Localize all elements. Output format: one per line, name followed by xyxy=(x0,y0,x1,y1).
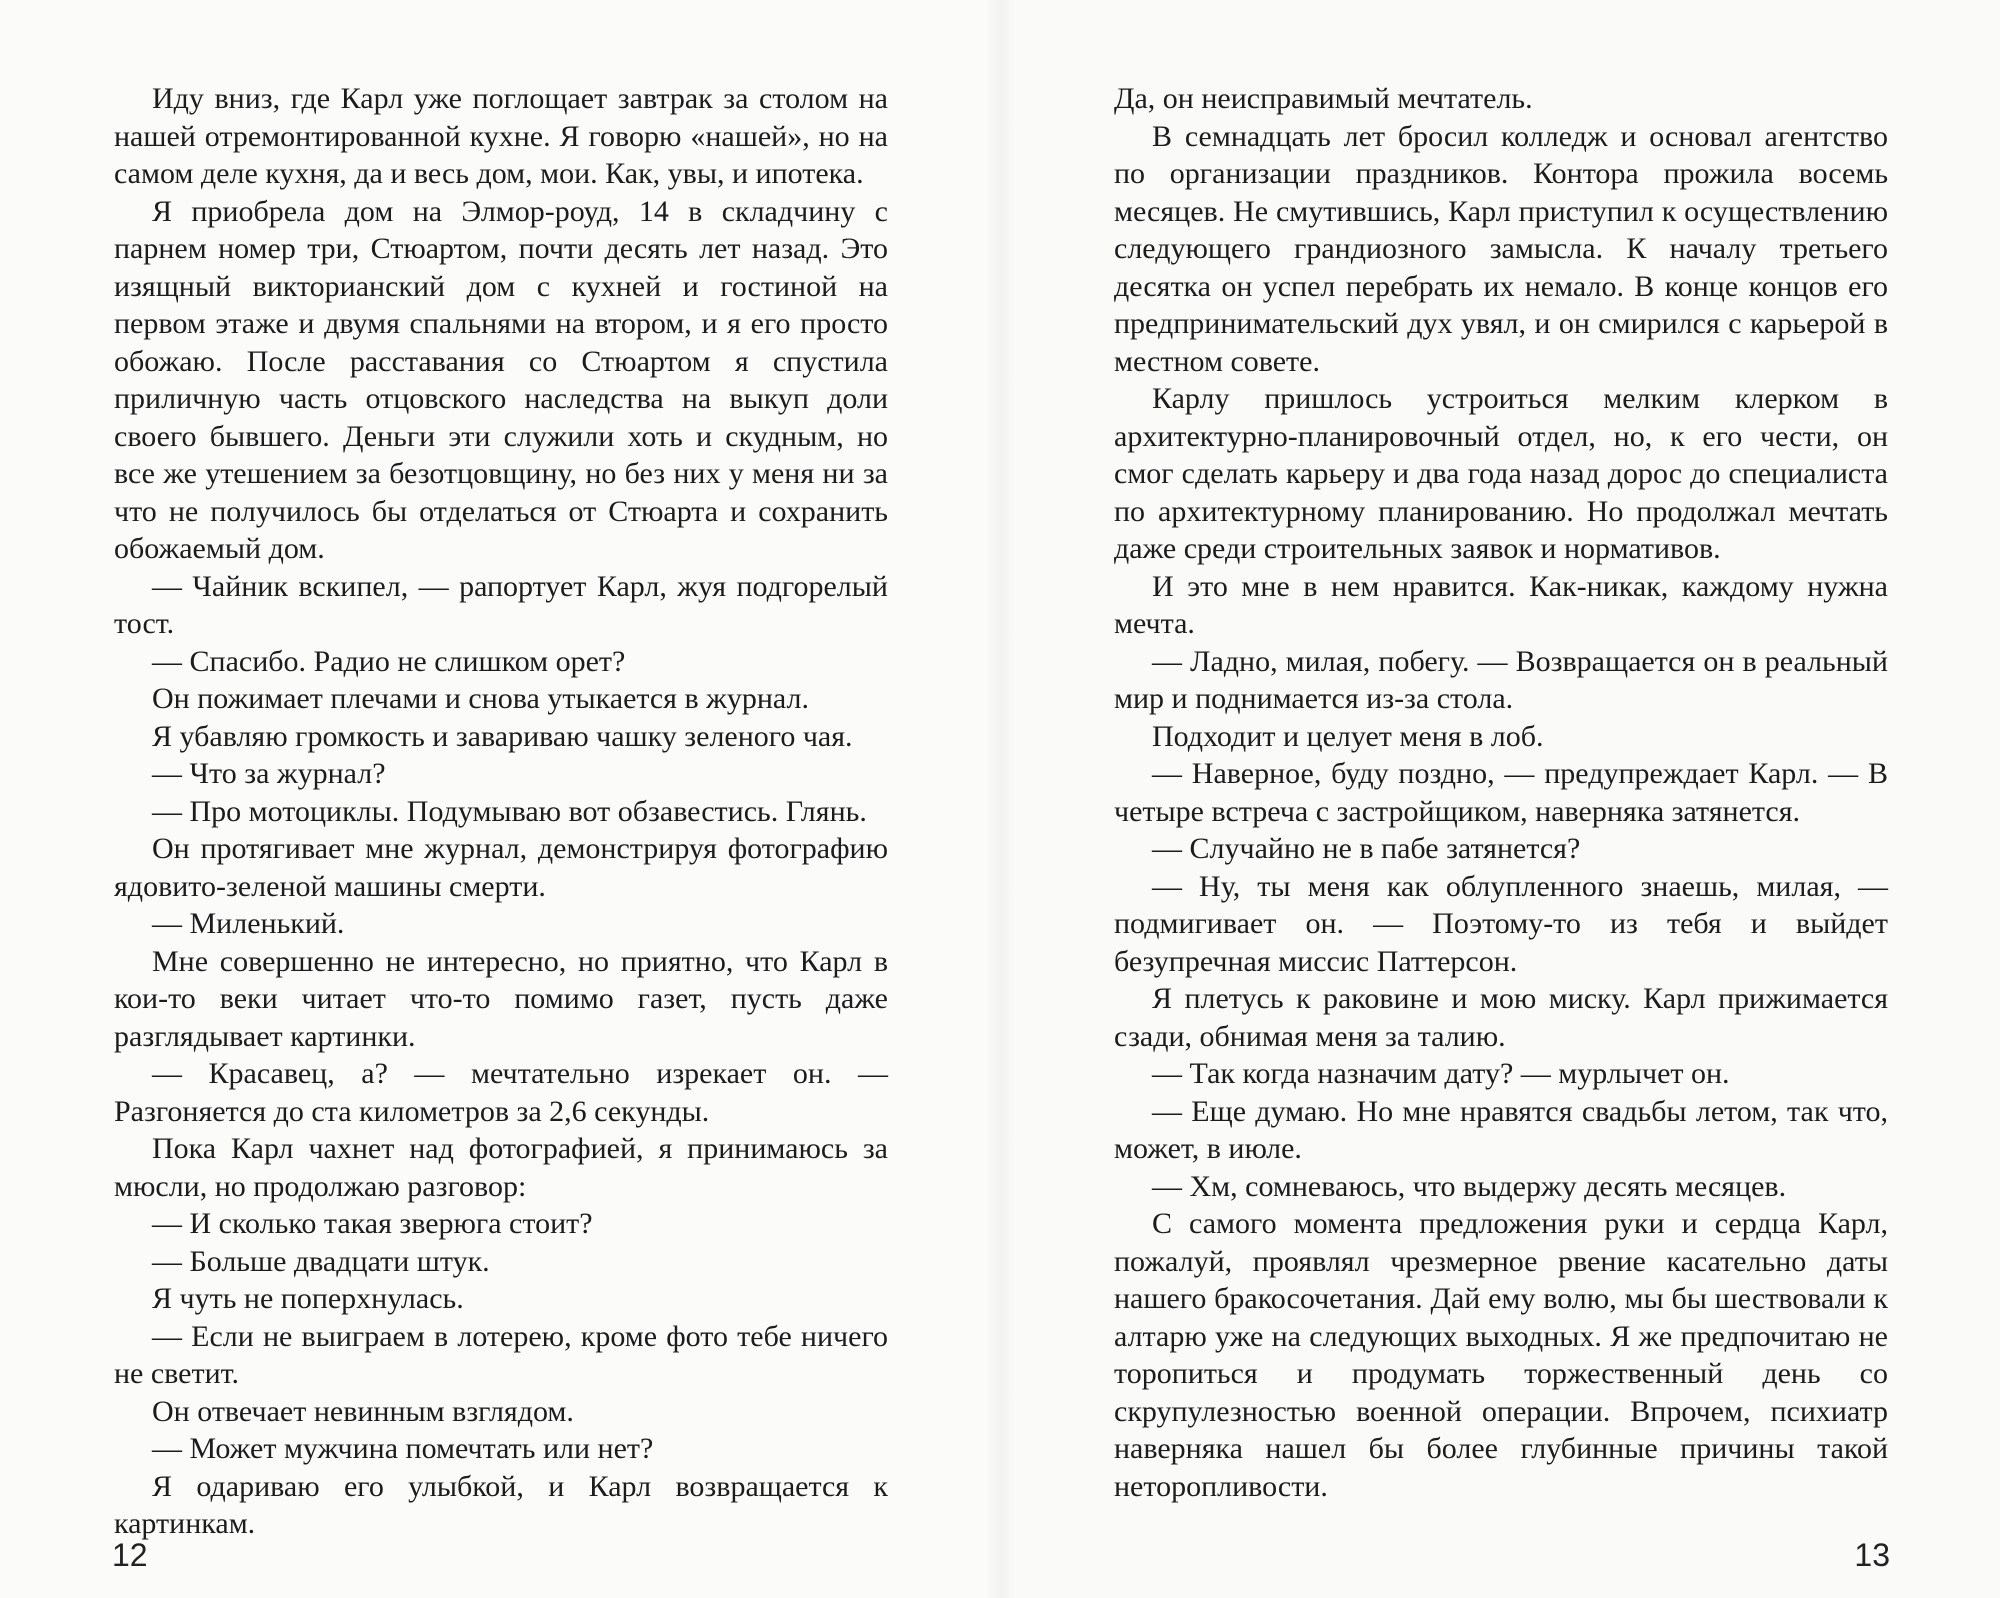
paragraph: Я чуть не поперхнулась. xyxy=(152,1282,464,1315)
paragraph: — Хм, сомневаюсь, что выдержу десять месяцев. xyxy=(1152,1169,1787,1203)
right-page-text xyxy=(1114,80,1888,1505)
paragraph: — Ну, ты меня как облупленного знаешь, милая, — подмигивает он. — Поэтому-то из тебя и выйдет безупречная миссис Паттерсон. xyxy=(1114,869,1888,978)
paragraph: — Чайник вскипел, — рапортует Карл, жуя подгорелый тост. xyxy=(114,569,888,640)
paragraph-continuation: Да, он неисправимый мечтатель. xyxy=(1114,82,1533,115)
paragraph: — Так когда назначим дату? — мурлычет он. xyxy=(1152,1057,1730,1090)
paragraph: — Случайно не в пабе затянется? xyxy=(1152,832,1581,865)
paragraph: Я одариваю его улыбкой, и Карл возвращается к картинкам. xyxy=(114,1469,888,1540)
paragraph: Иду вниз, где Карл уже поглощает завтрак за столом на нашей отремонтированной кухне. Я говорю «нашей», но на самом деле кухня, да и весь дом, мои. Как, увы, и ипотека. xyxy=(114,82,888,190)
paragraph: — Наверное, буду поздно, — предупреждает Карл. — В четыре встреча с застройщиком, наверняка затянется. xyxy=(1114,757,1888,828)
paragraph: — Может мужчина помечтать или нет? xyxy=(152,1432,654,1465)
paragraph: Он пожимает плечами и снова утыкается в журнал. xyxy=(152,682,809,715)
paragraph: — Больше двадцати штук. xyxy=(152,1244,490,1278)
page-number-right: 13 xyxy=(1854,1537,1890,1573)
paragraph: — Спасибо. Радио не слишком орет? xyxy=(152,644,626,678)
paragraph: — Еще думаю. Но мне нравятся свадьбы летом, так что, может, в июле. xyxy=(1114,1094,1888,1165)
paragraph: — Про мотоциклы. Подумываю вот обзавестись. Глянь. xyxy=(152,794,867,828)
paragraph: Я приобрела дом на Элмор-роуд, 14 в складчину с парнем номер три, Стюартом, почти десять лет назад. Это изящный викторианский дом с кухней и гостиной на первом этаже и двумя спальнями на втором, и я его просто обожаю. После расставания со Стюартом я спустила приличную часть отцовского наследства на выкуп доли своего бывшего. Деньги эти служили хоть и скудным, но все же утешением за безотцовщину, но без них у меня ни за что не получилось бы отделаться от Стюарта и сохранить обожаемый дом. xyxy=(114,194,888,565)
paragraph: — Миленький. xyxy=(152,907,345,940)
paragraph: — Ладно, милая, побегу. — Возвращается он в реальный мир и поднимается из-за стола. xyxy=(1114,644,1888,715)
paragraph: — Если не выиграем в лотерею, кроме фото тебе ничего не светит. xyxy=(114,1319,888,1390)
paragraph: Я плетусь к раковине и мою миску. Карл прижимается сзади, обнимая меня за талию. xyxy=(1114,982,1888,1053)
paragraph: Мне совершенно не интересно, но приятно, что Карл в кои-то веки читает что-то помимо газет, пусть даже разглядывает картинки. xyxy=(114,944,888,1053)
book-gutter xyxy=(985,0,1015,1598)
paragraph: Карлу пришлось устроиться мелким клерком в архитектурно-планировочный отдел, но, к его чести, он смог сделать карьеру и два года назад дорос до специалиста по архитектурному планированию. Но продолжал мечтать даже среди строительных заявок и нормативов. xyxy=(1114,382,1888,565)
paragraph: Он протягивает мне журнал, демонстрируя фотографию ядовито-зеленой машины смерти. xyxy=(114,832,888,903)
paragraph: Пока Карл чахнет над фотографией, я принимаюсь за мюсли, но продолжаю разговор: xyxy=(114,1132,888,1203)
paragraph: Я убавляю громкость и завариваю чашку зеленого чая. xyxy=(152,719,853,753)
paragraph: В семнадцать лет бросил колледж и основал агентство по организации праздников. Контора прожила восемь месяцев. Не смутившись, Карл приступил к осуществлению следующего грандиозного замысла. К началу третьего десятка он успел перебрать их немало. В конце концов его предпринимательский дух увял, и он смирился с карьерой в местном совете. xyxy=(1114,119,1888,378)
paragraph: — И сколько такая зверюга стоит? xyxy=(152,1207,593,1240)
paragraph: — Красавец, а? — мечтательно изрекает он. — Разгоняется до ста километров за 2,6 секунды. xyxy=(114,1057,888,1128)
page-number-left: 12 xyxy=(112,1537,148,1573)
paragraph: И это мне в нем нравится. Как-никак, каждому нужна мечта. xyxy=(1114,569,1888,640)
right-page xyxy=(1000,0,2000,1598)
paragraph: С самого момента предложения руки и сердца Карл, пожалуй, проявлял чрезмерное рвение касательно даты нашего бракосочетания. Дай ему волю, мы бы шествовали к алтарю уже на следующих выходных. Я же предпочитаю не торопиться и продумать торжественный день со скрупулезностью военной операции. Впрочем, психиатр наверняка нашел бы более глубинные причины такой неторопливости. xyxy=(1114,1207,1888,1503)
paragraph: — Что за журнал? xyxy=(152,757,386,790)
paragraph: Он отвечает невинным взглядом. xyxy=(152,1394,574,1428)
left-page-text xyxy=(114,80,888,1543)
paragraph: Подходит и целует меня в лоб. xyxy=(1152,719,1544,753)
